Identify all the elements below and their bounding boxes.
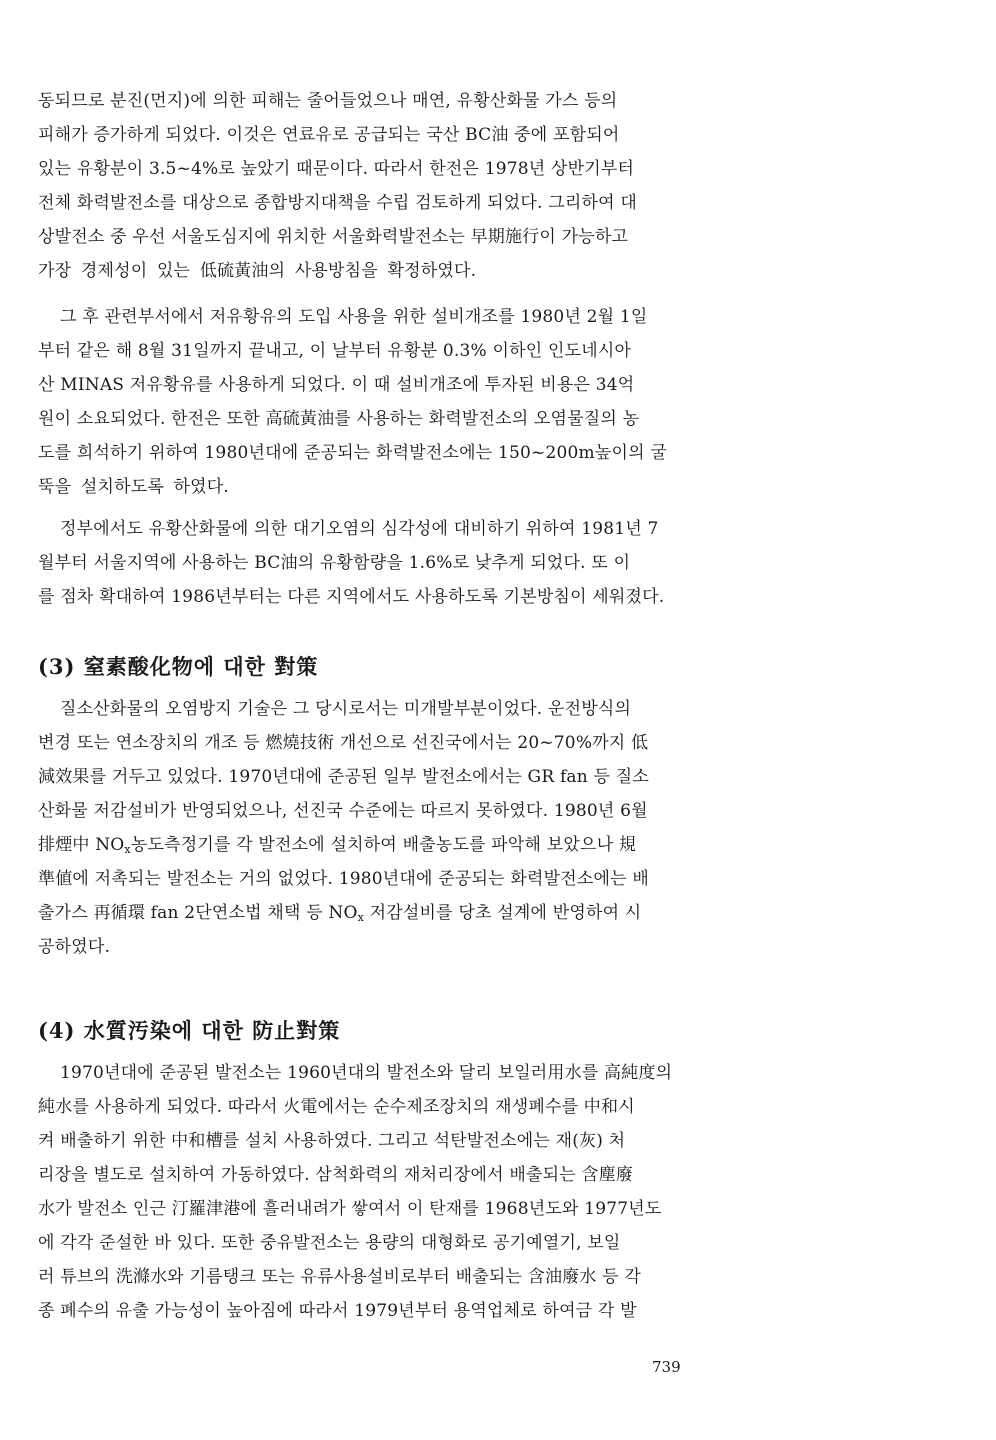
text-segment: 저감설비를 당초 설계에 반영하여 시 bbox=[364, 903, 642, 923]
text-line: 러 튜브의 洗滌水와 기름탱크 또는 유류사용설비로부터 배출되는 含油廢水 등 각 bbox=[38, 1267, 642, 1287]
text-segment: 농도측정기를 각 발전소에 설치하여 배출농도를 파악해 보았으나 規 bbox=[130, 835, 637, 855]
subscript-x: x bbox=[357, 911, 365, 924]
text-line: 원이 소요되었다. 한전은 또한 高硫黃油를 사용하는 화력발전소의 오염물질의 농 bbox=[38, 409, 640, 429]
section-4-heading: (4) 水質汚染에 대한 防止對策 bbox=[38, 1018, 341, 1043]
text-line: 변경 또는 연소장치의 개조 등 燃燒技術 개선으로 선진국에서는 20~70%까지 低 bbox=[38, 733, 649, 753]
text-line: 종 폐수의 유출 가능성이 높아짐에 따라서 1979년부터 용역업체로 하여금 각 발 bbox=[38, 1301, 637, 1321]
subscript-x: x bbox=[124, 843, 131, 856]
text-line: 도를 희석하기 위하여 1980년대에 준공되는 화력발전소에는 150~200m높이의 굴 bbox=[38, 443, 667, 463]
text-line: 그 후 관련부서에서 저유황유의 도입 사용을 위한 설비개조를 1980년 2월 1일 bbox=[60, 307, 648, 327]
text-line: 산화물 저감설비가 반영되었으나, 선진국 수준에는 따르지 못하였다. 1980년 6월 bbox=[38, 801, 648, 821]
text-line: 월부터 서울지역에 사용하는 BC油의 유황함량을 1.6%로 낮추게 되었다. 또 이 bbox=[38, 553, 631, 573]
text-line: 1970년대에 준공된 발전소는 1960년대의 발전소와 달리 보일러用水를 高純度의 bbox=[60, 1063, 673, 1083]
text-segment: 출가스 再循環 fan 2단연소법 채택 등 NO bbox=[38, 903, 358, 923]
text-line: 동되므로 분진(먼지)에 의한 피해는 줄어들었으나 매연, 유황산화물 가스 등의 bbox=[38, 91, 618, 111]
section-3-body bbox=[38, 692, 702, 964]
text-line: 에 각각 준설한 바 있다. 또한 중유발전소는 용량의 대형화로 공기예열기, 보일 bbox=[38, 1233, 621, 1253]
text-line: 전체 화력발전소를 대상으로 종합방지대책을 수립 검토하게 되었다. 그리하여 대 bbox=[38, 193, 637, 213]
text-line: 부터 같은 해 8월 31일까지 끝내고, 이 날부터 유황분 0.3% 이하인 인도네시아 bbox=[38, 341, 632, 361]
text-segment: 排煙中 NO bbox=[38, 835, 125, 855]
text-line: 純水를 사용하게 되었다. 따라서 火電에서는 순수제조장치의 재생폐수를 中和시 bbox=[38, 1097, 635, 1117]
paragraph-2 bbox=[38, 300, 702, 504]
text-line-nox bbox=[38, 896, 702, 930]
text-line-nox bbox=[38, 828, 702, 862]
text-line: 뚝을 설치하도록 하였다. bbox=[38, 477, 230, 497]
text-line: 켜 배출하기 위한 中和槽를 설치 사용하였다. 그리고 석탄발전소에는 재(灰) 처 bbox=[38, 1131, 626, 1151]
paragraph-1 bbox=[38, 84, 702, 288]
paragraph-3 bbox=[38, 512, 702, 614]
text-line: 산 MINAS 저유황유를 사용하게 되었다. 이 때 설비개조에 투자된 비용은 34억 bbox=[38, 375, 635, 395]
text-line: 리장을 별도로 설치하여 가동하였다. 삼척화력의 재처리장에서 배출되는 含塵廢 bbox=[38, 1165, 634, 1185]
page-number: 739 bbox=[652, 1358, 681, 1376]
text-line: 공하였다. bbox=[38, 937, 111, 957]
text-line: 질소산화물의 오염방지 기술은 그 당시로서는 미개발부분이었다. 운전방식의 bbox=[60, 699, 632, 719]
section-4-body bbox=[38, 1056, 702, 1328]
text-line: 피해가 증가하게 되었다. 이것은 연료유로 공급되는 국산 BC油 중에 포함되어 bbox=[38, 125, 620, 145]
text-line: 상발전소 중 우선 서울도심지에 위치한 서울화력발전소는 早期施行이 가능하고 bbox=[38, 227, 629, 247]
text-line: 水가 발전소 인근 汀羅津港에 흘러내려가 쌓여서 이 탄재를 1968년도와 1977년도 bbox=[38, 1199, 662, 1219]
section-3-heading: (3) 窒素酸化物에 대한 對策 bbox=[38, 654, 319, 679]
text-line: 減效果를 거두고 있었다. 1970년대에 준공된 일부 발전소에서는 GR fan 등 질소 bbox=[38, 767, 649, 787]
text-line: 를 점차 확대하여 1986년부터는 다른 지역에서도 사용하도록 기본방침이 세워졌다. bbox=[38, 587, 665, 607]
text-line: 準値에 저촉되는 발전소는 거의 없었다. 1980년대에 준공되는 화력발전소에는 배 bbox=[38, 869, 649, 889]
text-line: 가장 경제성이 있는 低硫黃油의 사용방침을 확정하였다. bbox=[38, 261, 477, 281]
text-line: 있는 유황분이 3.5~4%로 높았기 때문이다. 따라서 한전은 1978년 상반기부터 bbox=[38, 159, 635, 179]
text-line: 정부에서도 유황산화물에 의한 대기오염의 심각성에 대비하기 위하여 1981년 7 bbox=[60, 519, 659, 539]
